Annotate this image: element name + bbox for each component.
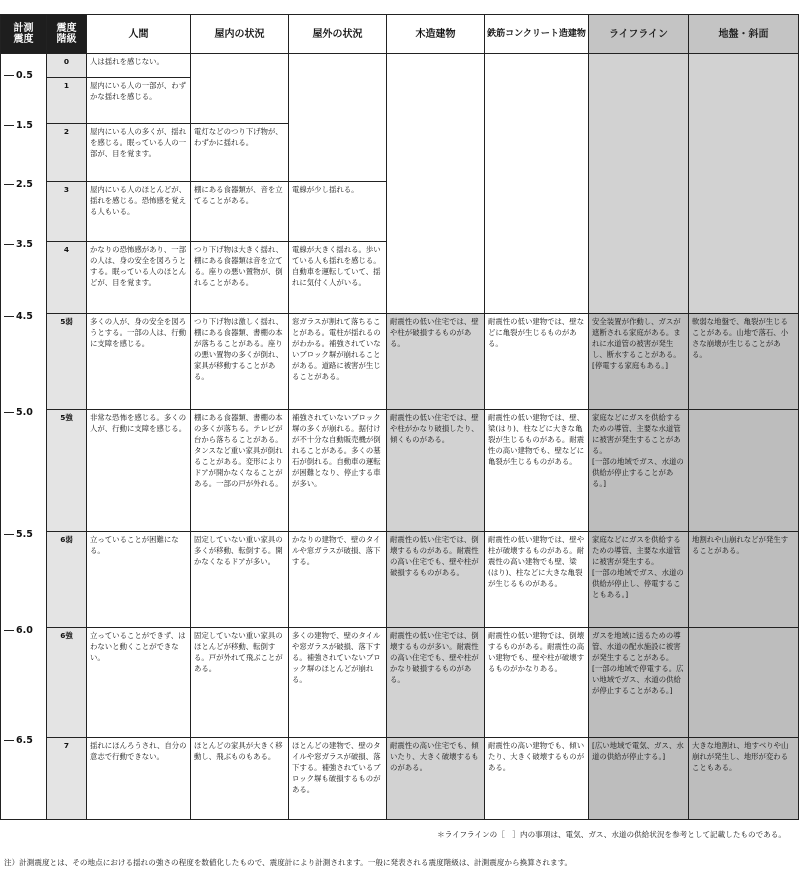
grade-cell: 3 bbox=[47, 182, 87, 242]
table-row bbox=[1, 410, 799, 532]
lifeline-footnote: ＊ライフラインの［ ］内の事項は、電気、ガス、水道の供給状況を参考として記載したものである。 bbox=[437, 830, 786, 839]
indoor-cell: 固定していない重い家具の多くが移動、転倒する。開かなくなるドアが多い。 bbox=[191, 532, 289, 628]
header-lifeline: ライフライン bbox=[589, 15, 689, 54]
header-grade: 震度 階級 bbox=[47, 15, 87, 54]
instrumental-intensity-note: 注）計測震度とは、その地点における揺れの強さの程度を数値化したもので、震度計により計測されます。一般に発表される震度階級は、計測震度から換算されます。 bbox=[4, 858, 573, 867]
wooden-cell-empty bbox=[387, 54, 485, 314]
boundary-label: 0.5 bbox=[4, 70, 33, 81]
boundary-label: 2.5 bbox=[4, 179, 33, 190]
grade-cell: 0 bbox=[47, 54, 87, 78]
table-row bbox=[1, 628, 799, 738]
boundary-label: 5.5 bbox=[4, 529, 33, 540]
grade-cell: 7 bbox=[47, 738, 87, 820]
boundary-label: 6.0 bbox=[4, 625, 33, 636]
indoor-cell: ほとんどの家具が大きく移動し、飛ぶものもある。 bbox=[191, 738, 289, 820]
human-cell: 揺れにほんろうされ、自分の意志で行動できない。 bbox=[87, 738, 191, 820]
ground-cell: 大きな地割れ、地すべりや山崩れが発生し、地形が変わることもある。 bbox=[689, 738, 799, 820]
outdoor-cell: 窓ガラスが割れて落ちることがある。電柱が揺れるのがわかる。補強されていないブロック塀が崩れることがある。道路に被害が生じることがある。 bbox=[289, 314, 387, 410]
outdoor-cell: 多くの建物で、壁のタイルや窓ガラスが破損、落下する。補強されていないブロック塀のほとんどが崩れる。 bbox=[289, 628, 387, 738]
lifeline-cell: [広い地域で電気、ガス、水道の供給が停止する。] bbox=[589, 738, 689, 820]
human-cell: 屋内にいる人の多くが、揺れを感じる。眠っている人の一部が、目を覚ます。 bbox=[87, 124, 191, 182]
wooden-cell: 耐震性の低い住宅では、倒壊するものが多い。耐震性の高い住宅でも、壁や柱がかなり破損するものがある。 bbox=[387, 628, 485, 738]
table-row bbox=[1, 314, 799, 410]
ground-cell bbox=[689, 628, 799, 738]
grade-cell: 6弱 bbox=[47, 532, 87, 628]
outdoor-cell: かなりの建物で、壁のタイルや窓ガラスが破損、落下する。 bbox=[289, 532, 387, 628]
outdoor-cell: 電線が大きく揺れる。歩いている人も揺れを感じる。自動車を運転していて、揺れに気付く人がいる。 bbox=[289, 242, 387, 314]
human-cell: かなりの恐怖感があり、一部の人は、身の安全を図ろうとする。眠っている人のほとんどが、目を覚ます。 bbox=[87, 242, 191, 314]
lifeline-cell: 家庭などにガスを供給するための導管、主要な水道管に被害が発生する。 [一部の地域でガス、水道の供給が停止し、停電することもある。] bbox=[589, 532, 689, 628]
boundary-label: 4.5 bbox=[4, 311, 33, 322]
boundary-label: 6.5 bbox=[4, 735, 33, 746]
header-ground: 地盤・斜面 bbox=[689, 15, 799, 54]
indoor-cell: 固定していない重い家具のほとんどが移動、転倒する。戸が外れて飛ぶことがある。 bbox=[191, 628, 289, 738]
header-human: 人間 bbox=[87, 15, 191, 54]
table-row bbox=[1, 738, 799, 820]
ground-cell: 軟弱な地盤で、亀裂が生じることがある。山地で落石、小さな崩壊が生じることがある。 bbox=[689, 314, 799, 410]
wooden-cell: 耐震性の低い住宅では、倒壊するものがある。耐震性の高い住宅でも、壁や柱が破損するものがある。 bbox=[387, 532, 485, 628]
ground-cell: 地割れや山崩れなどが発生することがある。 bbox=[689, 532, 799, 628]
human-cell: 非常な恐怖を感じる。多くの人が、行動に支障を感じる。 bbox=[87, 410, 191, 532]
rc-cell: 耐震性の高い建物でも、傾いたり、大きく破壊するものがある。 bbox=[485, 738, 589, 820]
outdoor-cell-empty bbox=[289, 54, 387, 182]
indoor-cell: つり下げ物は大きく揺れ、棚にある食器類は音を立てる。座りの悪い置物が、倒れることがある。 bbox=[191, 242, 289, 314]
header-outdoor: 屋外の状況 bbox=[289, 15, 387, 54]
boundary-label: 5.0 bbox=[4, 407, 33, 418]
header-indoor: 屋内の状況 bbox=[191, 15, 289, 54]
wooden-cell: 耐震性の低い住宅では、壁や柱がかなり破損したり、傾くものがある。 bbox=[387, 410, 485, 532]
indoor-cell-empty bbox=[191, 54, 289, 124]
grade-cell: 2 bbox=[47, 124, 87, 182]
instrumental-column bbox=[1, 54, 47, 820]
header-rc: 鉄筋コンクリート造建物 bbox=[485, 15, 589, 54]
lifeline-cell: ガスを地域に送るための導管、水道の配水施設に被害が発生することがある。 [一部の地域で停電する。広い地域でガス、水道の供給が停止することがある。] bbox=[589, 628, 689, 738]
indoor-cell: 電灯などのつり下げ物が、わずかに揺れる。 bbox=[191, 124, 289, 182]
grade-cell: 5弱 bbox=[47, 314, 87, 410]
grade-cell: 4 bbox=[47, 242, 87, 314]
human-cell: 屋内にいる人のほとんどが、揺れを感じる。恐怖感を覚える人もいる。 bbox=[87, 182, 191, 242]
rc-cell: 耐震性の低い建物では、壁、梁(はり)、柱などに大きな亀裂が生じるものがある。耐震性の高い建物でも、壁などに亀裂が生じるものがある。 bbox=[485, 410, 589, 532]
rc-cell-empty bbox=[485, 54, 589, 314]
human-cell: 屋内にいる人の一部が、わずかな揺れを感じる。 bbox=[87, 78, 191, 124]
boundary-label: 1.5 bbox=[4, 120, 33, 131]
human-cell: 人は揺れを感じない。 bbox=[87, 54, 191, 78]
outdoor-cell: ほとんどの建物で、壁のタイルや窓ガラスが破損、落下する。補強されているブロック塀も破損するものがある。 bbox=[289, 738, 387, 820]
grade-cell: 5強 bbox=[47, 410, 87, 532]
outdoor-cell: 電線が少し揺れる。 bbox=[289, 182, 387, 242]
outdoor-cell: 補強されていないブロック塀の多くが崩れる。据付けが不十分な自動販売機が倒れることがある。多くの墓石が倒れる。自動車の運転が困難となり、停止する車が多い。 bbox=[289, 410, 387, 532]
indoor-cell: つり下げ物は激しく揺れ、棚にある食器類、書棚の本が落ちることがある。座りの悪い置物の多くが倒れ、家具が移動することがある。 bbox=[191, 314, 289, 410]
indoor-cell: 棚にある食器類、書棚の本の多くが落ちる。テレビが台から落ちることがある。タンスなど重い家具が倒れることがある。変形によりドアが開かなくなることがある。一部の戸が外れる。 bbox=[191, 410, 289, 532]
table-row bbox=[1, 532, 799, 628]
ground-cell bbox=[689, 410, 799, 532]
seismic-intensity-table bbox=[0, 14, 799, 820]
lifeline-cell-empty bbox=[589, 54, 689, 314]
grade-cell: 1 bbox=[47, 78, 87, 124]
wooden-cell: 耐震性の低い住宅では、壁や柱が破損するものがある。 bbox=[387, 314, 485, 410]
wooden-cell: 耐震性の高い住宅でも、傾いたり、大きく破壊するものがある。 bbox=[387, 738, 485, 820]
lifeline-cell: 安全装置が作動し、ガスが遮断される家庭がある。まれに水道管の被害が発生し、断水することがある。 [停電する家庭もある。] bbox=[589, 314, 689, 410]
indoor-cell: 棚にある食器類が、音を立てることがある。 bbox=[191, 182, 289, 242]
boundary-label: 3.5 bbox=[4, 239, 33, 250]
human-cell: 多くの人が、身の安全を図ろうとする。一部の人は、行動に支障を感じる。 bbox=[87, 314, 191, 410]
human-cell: 立っていることができず、はわないと動くことができない。 bbox=[87, 628, 191, 738]
rc-cell: 耐震性の低い建物では、壁や柱が破壊するものがある。耐震性の高い建物でも壁、梁(はり)、柱などに大きな亀裂が生じるものがある。 bbox=[485, 532, 589, 628]
human-cell: 立っていることが困難になる。 bbox=[87, 532, 191, 628]
rc-cell: 耐震性の低い建物では、倒壊するものがある。耐震性の高い建物でも、壁や柱が破壊するものがかなりある。 bbox=[485, 628, 589, 738]
rc-cell: 耐震性の低い建物では、壁などに亀裂が生じるものがある。 bbox=[485, 314, 589, 410]
grade-cell: 6強 bbox=[47, 628, 87, 738]
lifeline-cell: 家庭などにガスを供給するための導管、主要な水道管に被害が発生することがある。 [一部の地域でガス、水道の供給が停止することがある。] bbox=[589, 410, 689, 532]
header-wooden: 木造建物 bbox=[387, 15, 485, 54]
table-row bbox=[1, 54, 799, 78]
header-row bbox=[1, 15, 799, 54]
ground-cell-empty bbox=[689, 54, 799, 314]
header-instrumental: 計測 震度 bbox=[1, 15, 47, 54]
